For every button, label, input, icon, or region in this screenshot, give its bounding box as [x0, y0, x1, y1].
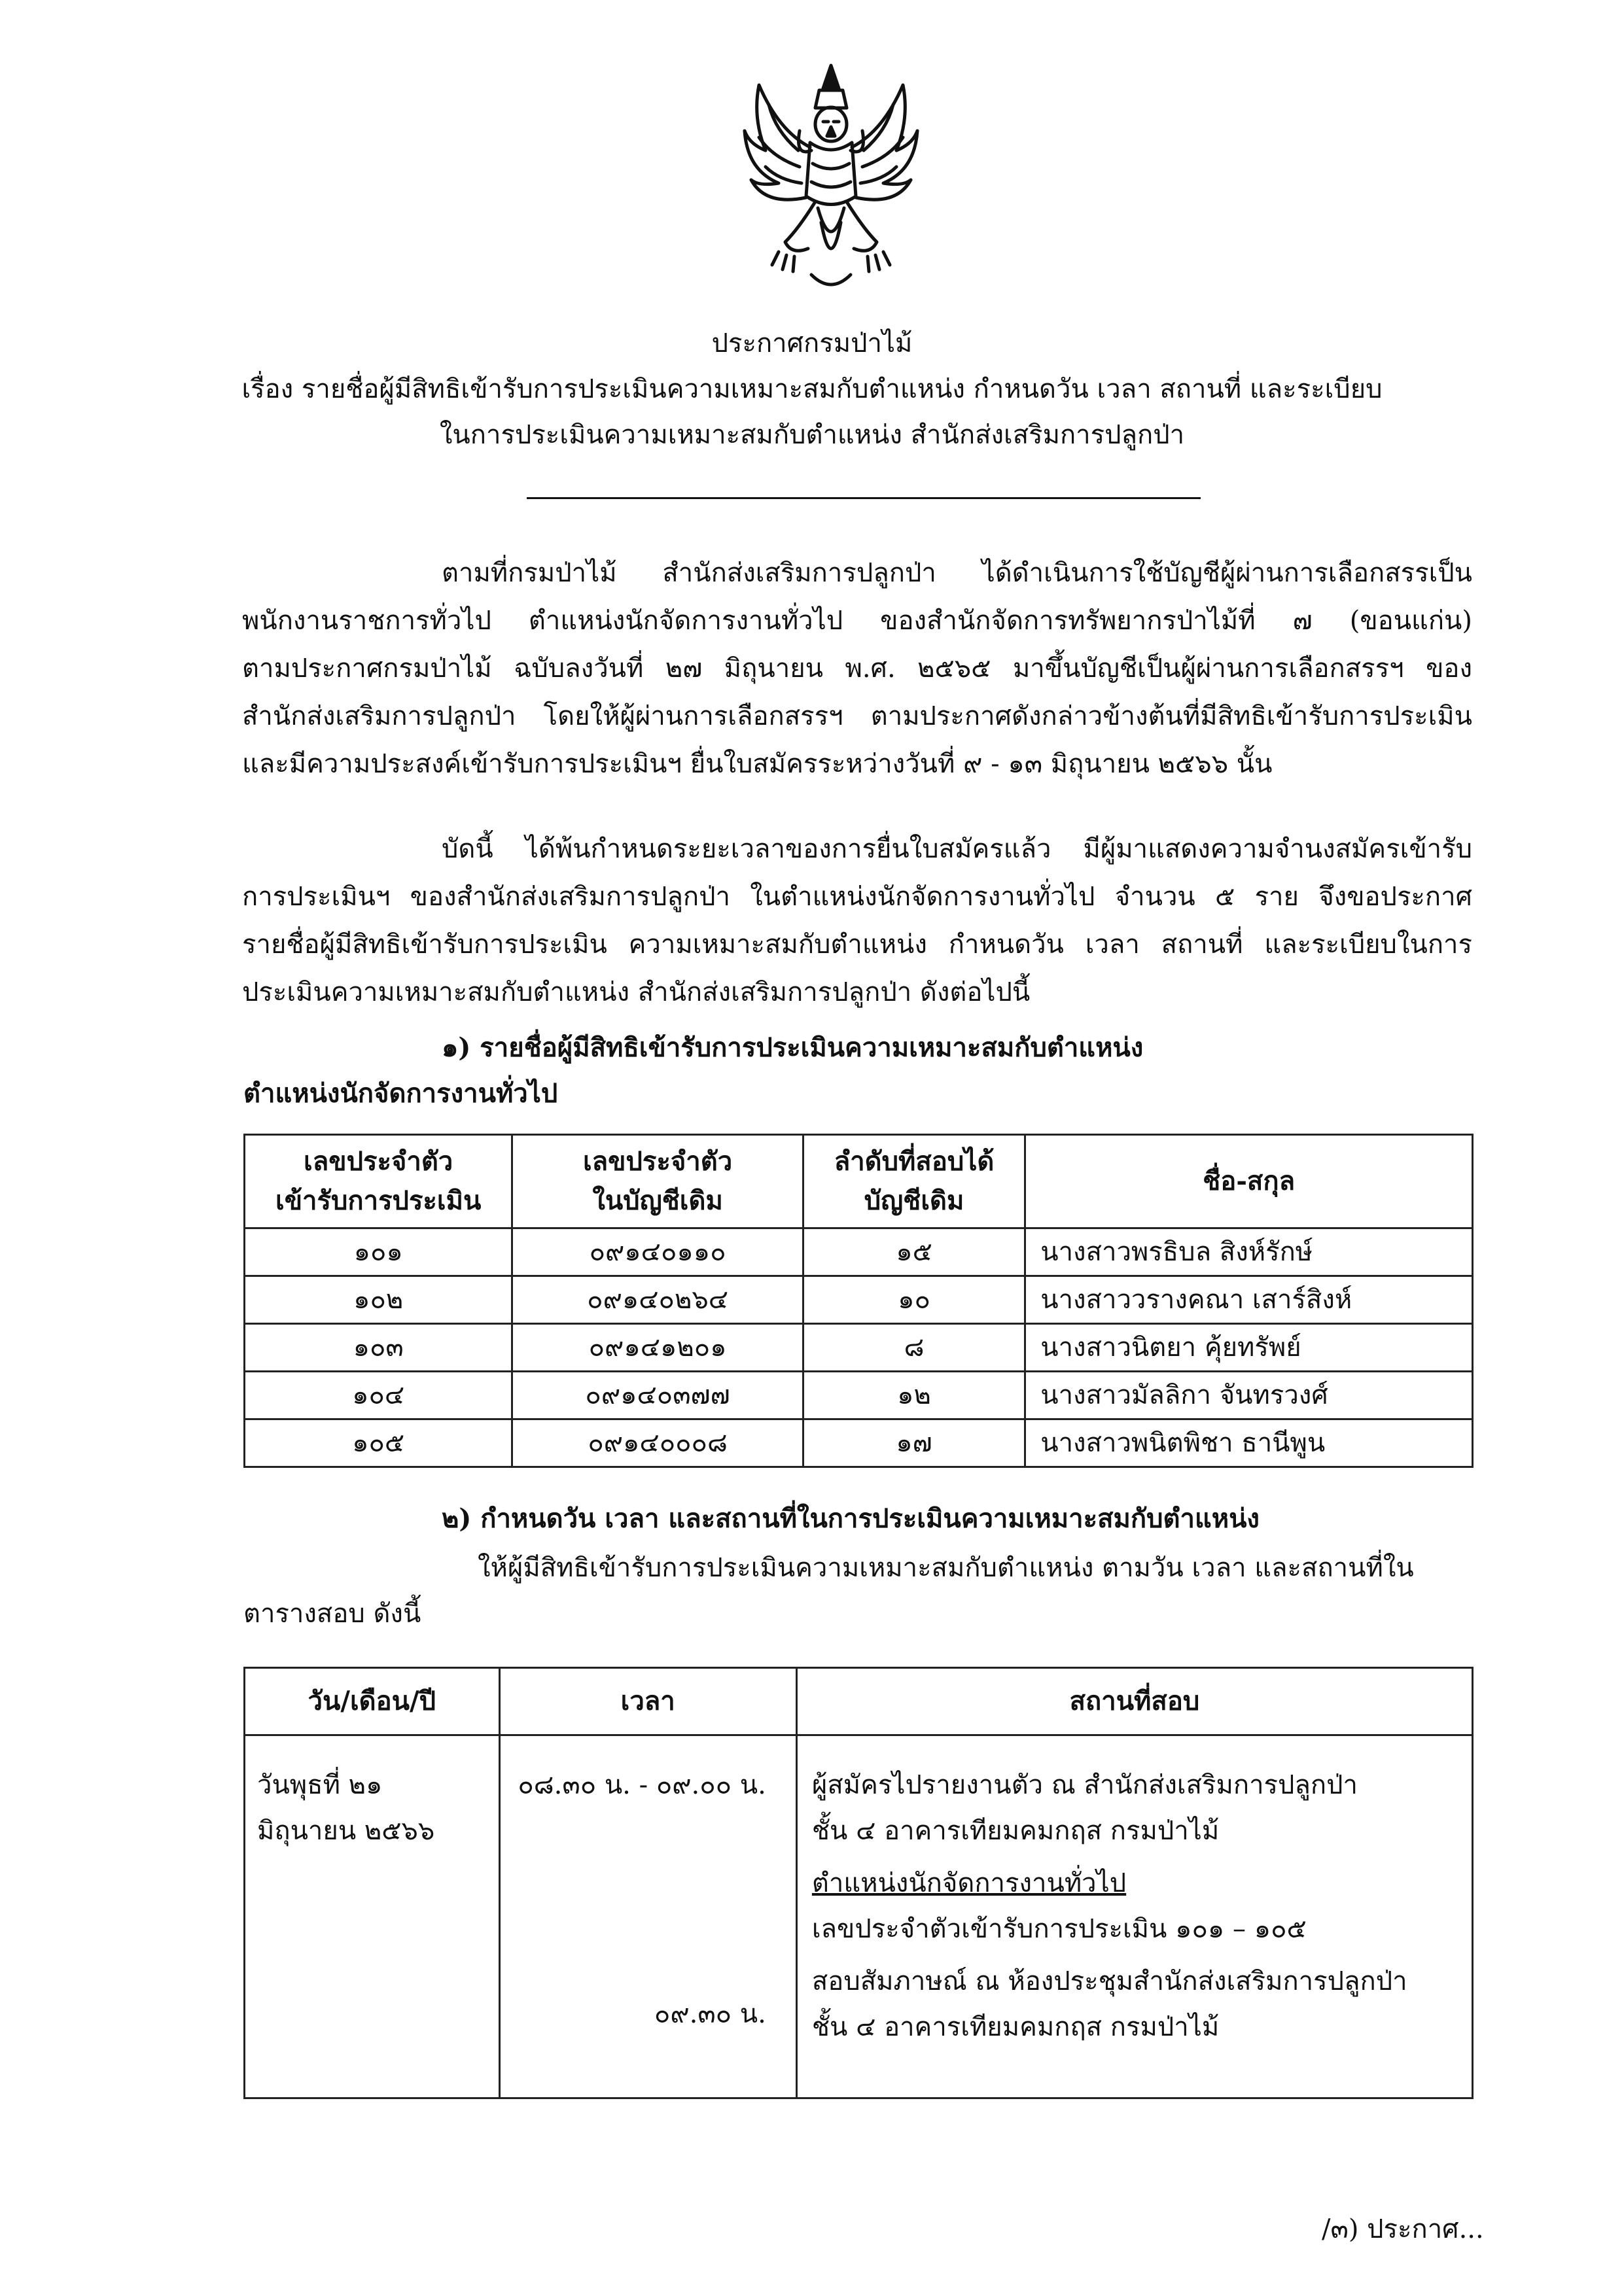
table-row	[245, 1324, 1473, 1372]
cell-assessment-id: ๑๐๑	[245, 1228, 512, 1276]
cell-assessment-id: ๑๐๒	[245, 1276, 512, 1324]
venue-line: ชั้น ๔ อาคารเทียมคมกฤส กรมป่าไม้	[811, 1816, 1220, 1846]
page-continuation: /๓) ประกาศ...	[1322, 2214, 1484, 2244]
announcement-title: ประกาศกรมป่าไม้	[711, 328, 913, 358]
cell-old-id: ๐๙๑๔๐๑๑๐	[512, 1228, 803, 1276]
cell-name: นางสาวนิตยา คุ้ยทรัพย์	[1025, 1324, 1473, 1372]
cell-rank: ๑๗	[803, 1419, 1025, 1467]
date-line: มิถุนายน ๒๕๖๖	[257, 1816, 435, 1846]
schedule-table	[243, 1667, 1474, 2099]
cell-rank: ๘	[803, 1324, 1025, 1372]
para1-line: สำนักส่งเสริมการปลูกป่า โดยให้ผู้ผ่านการเลือกสรรฯ ตามประกาศดังกล่าวข้างต้นที่มีสิทธิเข้ารับการประเมิน	[242, 701, 1472, 731]
para1-line: พนักงานราชการทั่วไป ตำแหน่งนักจัดการงานทั่วไป ของสำนักจัดการทรัพยากรป่าไม้ที่ ๗ (ขอนแก่น)	[242, 606, 1472, 636]
cell-assessment-id: ๑๐๔	[245, 1372, 512, 1419]
section2-intro-line-2: ตารางสอบ ดังนี้	[243, 1599, 421, 1629]
cell-time	[499, 1735, 796, 2098]
cell-venue	[796, 1735, 1472, 2098]
section1-heading: ๑) รายชื่อผู้มีสิทธิเข้ารับการประเมินความเหมาะสมกับตำแหน่ง	[442, 1032, 1144, 1063]
candidates-table	[243, 1134, 1474, 1468]
table-row	[245, 1228, 1473, 1276]
time-slot: ๐๙.๓๐ น.	[654, 1999, 766, 2029]
cell-rank: ๑๒	[803, 1372, 1025, 1419]
para2-line: บัดนี้ ได้พ้นกำหนดระยะเวลาของการยื่นใบสมัครแล้ว มีผู้มาแสดงความจำนงสมัครเข้ารับ	[442, 834, 1472, 864]
title-divider	[527, 497, 1201, 499]
cell-assessment-id: ๑๐๕	[245, 1419, 512, 1467]
section2-intro-line-1: ให้ผู้มีสิทธิเข้ารับการประเมินความเหมาะสมกับตำแหน่ง ตามวัน เวลา และสถานที่ใน	[478, 1553, 1414, 1583]
date-line: วันพุธที่ ๒๑	[257, 1770, 383, 1800]
time-slot: ๐๘.๓๐ น. - ๐๙.๐๐ น.	[518, 1770, 766, 1800]
header-text: ชื่อ-สกุล	[1203, 1166, 1296, 1196]
venue-line: สอบสัมภาษณ์ ณ ห้องประชุมสำนักส่งเสริมการปลูกป่า	[811, 1966, 1407, 1996]
cell-old-id: ๐๙๑๔๐๐๐๘	[512, 1419, 803, 1467]
header-text: เลขประจำตัว	[304, 1146, 453, 1177]
header-text: ลำดับที่สอบได้	[834, 1146, 995, 1177]
cell-name: นางสาวพนิตพิชา ธานีพูน	[1025, 1419, 1473, 1467]
para2-line: รายชื่อผู้มีสิทธิเข้ารับการประเมิน ความเหมาะสมกับตำแหน่ง กำหนดวัน เวลา สถานที่ และระเบียบในการ	[242, 930, 1472, 960]
column-header-venue: สถานที่สอบ	[796, 1668, 1472, 1735]
table-row	[245, 1735, 1473, 2098]
table-header-row	[245, 1135, 1473, 1228]
column-header-time: เวลา	[499, 1668, 796, 1735]
header-text: บัญชีเดิม	[864, 1185, 964, 1216]
cell-name: นางสาววรางคณา เสาร์สิงห์	[1025, 1276, 1473, 1324]
announcement-subject-line-1: เรื่อง รายชื่อผู้มีสิทธิเข้ารับการประเมินความเหมาะสมกับตำแหน่ง กำหนดวัน เวลา สถานที่ และระเบียบ	[241, 374, 1383, 404]
cell-old-id: ๐๙๑๔๐๒๖๔	[512, 1276, 803, 1324]
venue-line: ชั้น ๔ อาคารเทียมคมกฤส กรมป่าไม้	[811, 2012, 1220, 2042]
id-range: เลขประจำตัวเข้ารับการประเมิน ๑๐๑ – ๑๐๕	[811, 1914, 1307, 1944]
cell-rank: ๑๐	[803, 1276, 1025, 1324]
table-row	[245, 1276, 1473, 1324]
para2-line: การประเมินฯ ของสำนักส่งเสริมการปลูกป่า ในตำแหน่งนักจัดการงานทั่วไป จำนวน ๕ ราย จึงขอประกาศ	[242, 882, 1472, 912]
section2-heading: ๒) กำหนดวัน เวลา และสถานที่ในการประเมินความเหมาะสมกับตำแหน่ง	[442, 1503, 1260, 1534]
header-text: ในบัญชีเดิม	[592, 1185, 723, 1216]
cell-assessment-id: ๑๐๓	[245, 1324, 512, 1372]
para1-line: และมีความประสงค์เข้ารับการประเมินฯ ยื่นใบสมัครระหว่างวันที่ ๙ - ๑๓ มิถุนายน ๒๕๖๖ นั้น	[242, 749, 1273, 779]
section1-subheading: ตำแหน่งนักจัดการงานทั่วไป	[243, 1078, 558, 1109]
announcement-subject-line-2: ในการประเมินความเหมาะสมกับตำแหน่ง สำนักส่งเสริมการปลูกป่า	[439, 420, 1185, 450]
cell-name: นางสาวมัลลิกา จันทรวงศ์	[1025, 1372, 1473, 1419]
column-header-old-id	[512, 1135, 803, 1228]
para2-line: ประเมินความเหมาะสมกับตำแหน่ง สำนักส่งเสริมการปลูกป่า ดังต่อไปนี้	[242, 977, 1031, 1007]
venue-line: ผู้สมัครไปรายงานตัว ณ สำนักส่งเสริมการปลูกป่า	[811, 1770, 1358, 1800]
column-header-date: วัน/เดือน/ปี	[245, 1668, 500, 1735]
table-row	[245, 1372, 1473, 1419]
table-row	[245, 1419, 1473, 1467]
table-header-row	[245, 1668, 1473, 1735]
cell-date	[245, 1735, 500, 2098]
column-header-name	[1025, 1135, 1473, 1228]
position-label: ตำแหน่งนักจัดการงานทั่วไป	[811, 1868, 1127, 1898]
header-text: เลขประจำตัว	[582, 1146, 733, 1177]
cell-name: นางสาวพรธิบล สิงห์รักษ์	[1025, 1228, 1473, 1276]
header-text: เข้ารับการประเมิน	[275, 1185, 482, 1216]
garuda-emblem-icon	[739, 59, 923, 301]
para1-line: ตามที่กรมป่าไม้ สำนักส่งเสริมการปลูกป่า ได้ดำเนินการใช้บัญชีผู้ผ่านการเลือกสรรเป็น	[442, 558, 1472, 588]
cell-rank: ๑๕	[803, 1228, 1025, 1276]
cell-old-id: ๐๙๑๔๑๒๐๑	[512, 1324, 803, 1372]
column-header-assessment-id	[245, 1135, 512, 1228]
column-header-rank	[803, 1135, 1025, 1228]
para1-line: ตามประกาศกรมป่าไม้ ฉบับลงวันที่ ๒๗ มิถุนายน พ.ศ. ๒๕๖๕ มาขึ้นบัญชีเป็นผู้ผ่านการเลือกสรรฯ ของ	[242, 653, 1472, 684]
cell-old-id: ๐๙๑๔๐๓๗๗	[512, 1372, 803, 1419]
